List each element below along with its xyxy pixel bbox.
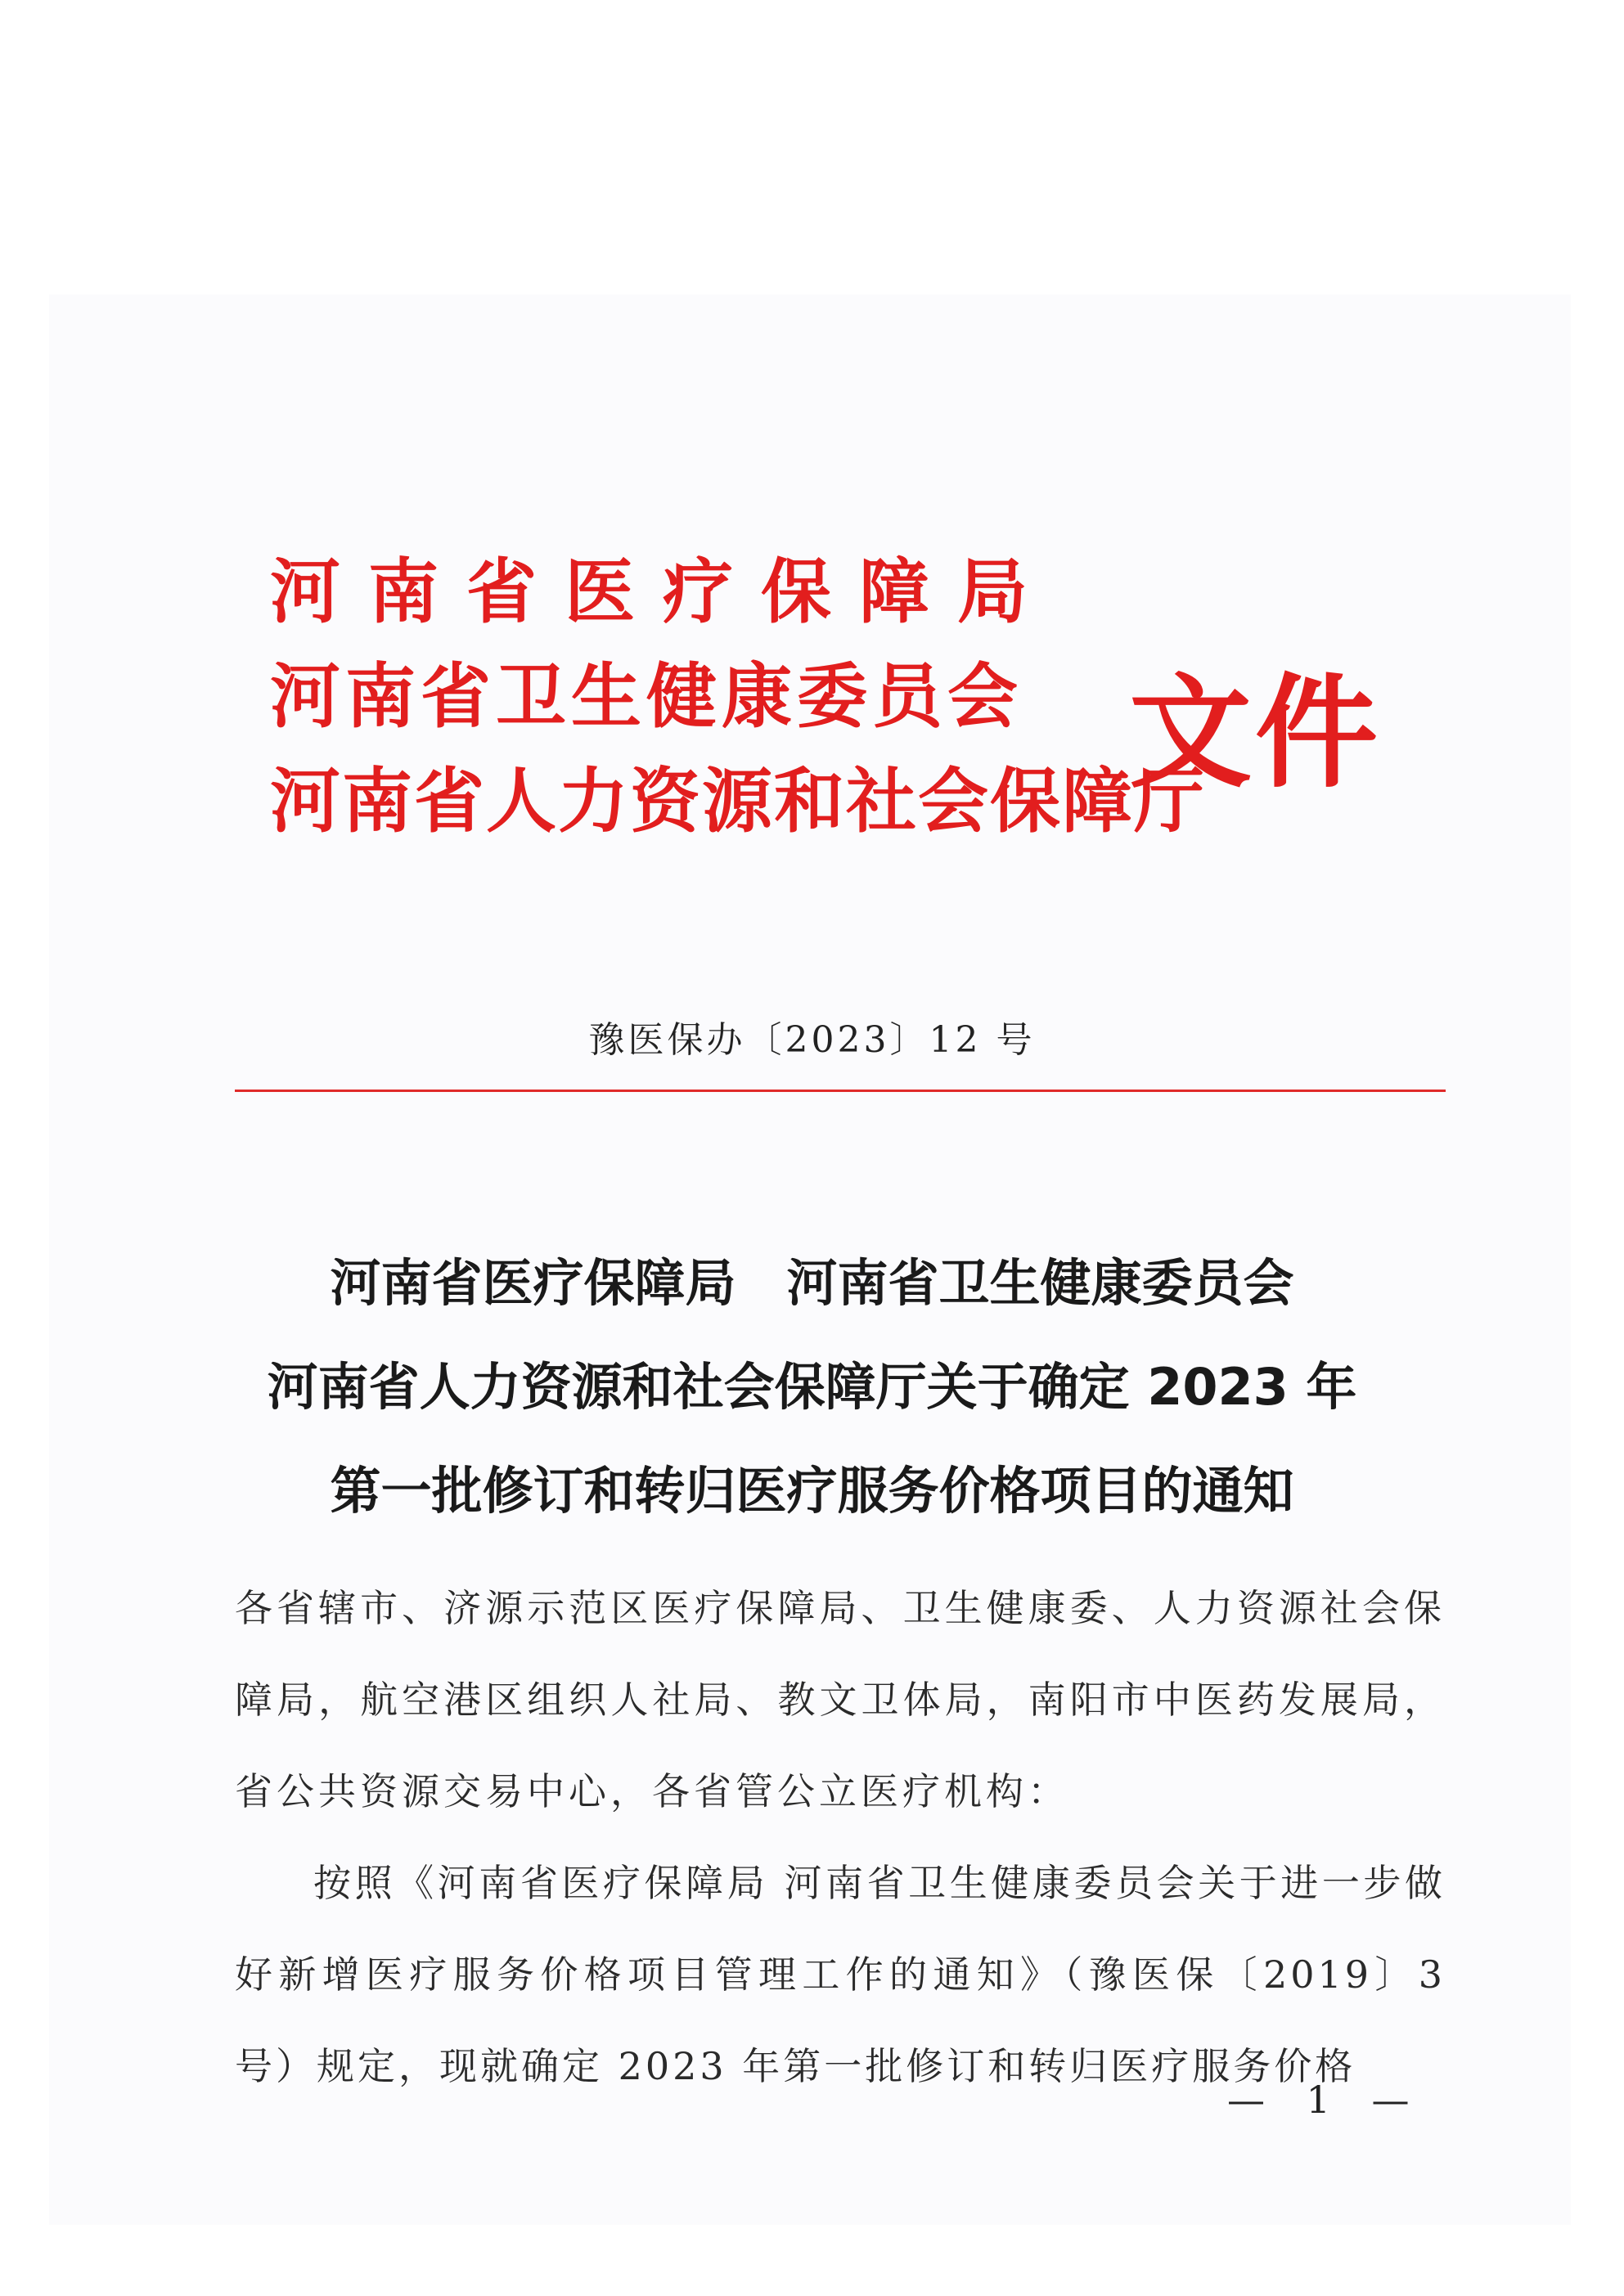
document-type-label: 文件 <box>1129 663 1382 805</box>
recipients-paragraph: 各省辖市、济源示范区医疗保障局、卫生健康委、人力资源社会保障局，航空港区组织人社局、教文卫体局，南阳市中医药发展局，省公共资源交易中心，各省管公立医疗机构： <box>235 1586 1446 1813</box>
notice-title <box>0 1231 1624 1543</box>
red-divider-line <box>235 1090 1446 1092</box>
body-paragraph-1: 按照《河南省医疗保障局 河南省卫生健康委员会关于进一步做好新增医疗服务价格项目管理工作的通知》（豫医保〔2019〕3 号）规定，现就确定 2023 年第一批修订和转归医疗服务价格 <box>235 1861 1446 2088</box>
agency-name-healthcare-security: 河南省医疗保障局 <box>270 551 1055 633</box>
agency-name-human-resources: 河南省人力资源和社会保障厅 <box>270 761 1206 842</box>
page-number: — 1 — <box>1227 2078 1424 2122</box>
title-line-1: 河南省医疗保障局 河南省卫生健康委员会 <box>330 1253 1294 1313</box>
title-line-2: 河南省人力资源和社会保障厅关于确定 2023 年 <box>267 1357 1357 1417</box>
title-line-3: 第一批修订和转归医疗服务价格项目的通知 <box>330 1461 1294 1521</box>
issuing-agencies-block <box>270 540 1206 854</box>
document-number: 豫医保办〔2023〕12 号 <box>588 1019 1036 1061</box>
notice-body <box>235 1562 1446 2112</box>
agency-name-health-commission: 河南省卫生健康委员会 <box>270 656 1023 738</box>
